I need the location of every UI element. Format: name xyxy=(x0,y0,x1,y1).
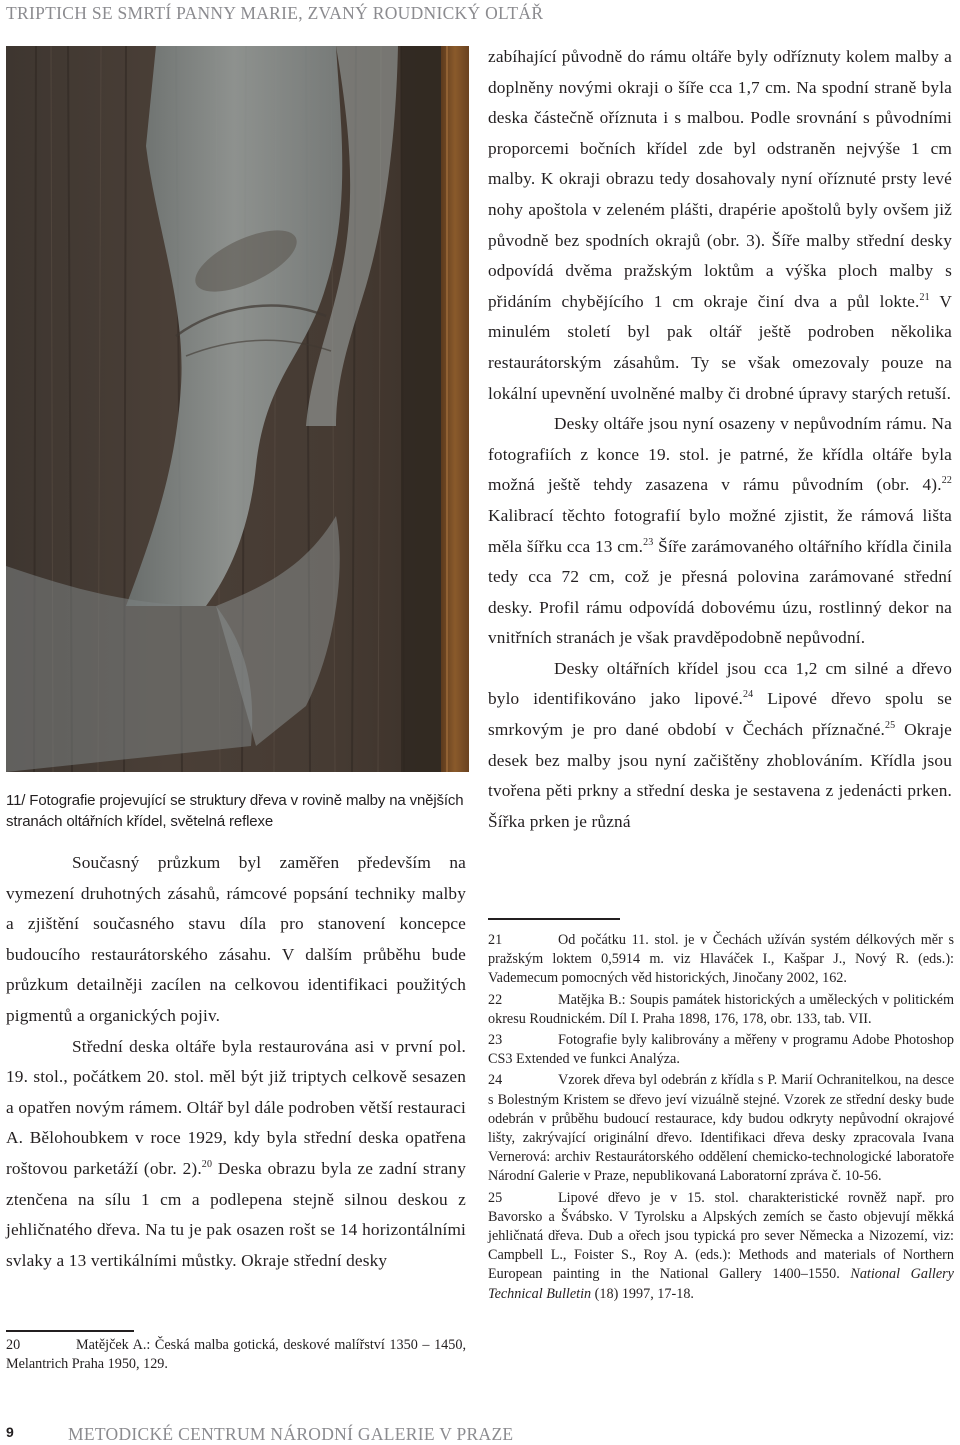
footnotes-right xyxy=(488,931,954,1306)
running-foot: METODICKÉ CENTRUM NÁRODNÍ GALERIE V PRAZE xyxy=(68,1424,514,1444)
footnote-ref-21[interactable]: 21 xyxy=(919,291,930,303)
footnote-ref-24[interactable]: 24 xyxy=(743,689,754,701)
footnote-rule xyxy=(6,1330,134,1332)
footnote-number: 20 xyxy=(6,1337,21,1353)
footnote-ref-25[interactable]: 25 xyxy=(885,720,896,732)
footnote-rule xyxy=(488,918,620,920)
footnote-number: 25 xyxy=(488,1189,503,1206)
body-paragraph: Desky oltářních křídel jsou cca 1,2 cm silné a dřevo bylo identifikováno jako lipové.$^{24}$ Lipové dřevo spolu se smrkovým je pro dané období v Čechách příznačné.$^{25}$ Okraje desek bez malby jsou nyní začištěny zhoblováním. Křídla jsou tvořena pěti prkny a střední deska je sestavena z jedenácti prken. Šířka prken je různá xyxy=(488,658,952,831)
footnote-ref-23[interactable]: 23 xyxy=(643,536,654,548)
page-number: 9 xyxy=(6,1424,14,1440)
body-paragraph: Desky oltáře jsou nyní osazeny v nepůvodním rámu. Na fotografiích z konce 19. stol. je patrné, že křídla oltáře byla možná ještě tehdy zasazena v rámu původním (obr. 4).$^{22}$ Kalibrací těchto fotografií bylo možné zjistit, že rámová lišta měla šířku cca 13 cm.$^{23}$ Šíře zarámovaného oltářního křídla činila tedy cca 72 cm, což je přesná polovina zarámované střední desky. Profil rámu odpovídá dobovému úzu, rostlinný dekor na vnitřních stranách je však pravděpodobně nepůvodní. xyxy=(488,414,952,648)
figure-caption: 11/ Fotografie projevující se struktury dřeva v rovině malby na vnějších stranách oltářních křídel, světelná reflexe xyxy=(6,792,464,830)
footnote-number: 21 xyxy=(488,932,503,948)
footnote-22: 22 Matějka B.: Soupis památek historických a uměleckých v politickém okresu Roudnickém. Díl I. Praha 1898, 176, 178, obr. 133, tab. VII. xyxy=(488,991,954,1027)
footnote-number: 24 xyxy=(488,1072,503,1089)
body-paragraph: zabíhající původně do rámu oltáře byly odříznuty kolem malby a doplněny novými okraji o šíře cca 1,7 cm. Na spodní straně byla deska částečně oříznuta i s malbou. Podle srovnání s původními proporcemi bočních křídel zde byl odstraněn nejvýše 1 cm malby. K okraji obrazu tedy dosahovaly nyní oříznuté prsty levé nohy apoštola v zeleném plášti, drapérie apoštolů byly ovšem již původně bez spodních okrajů (obr. 3). Šíře malby střední desky odpovídá dvěma pražským loktům a výška ploch malby s přidáním chybějícího 1 cm okraje činí dva a půl lokte.$^{21}$ V minulém století byl pak oltář ještě podroben několika restaurátorským zásahům. Ty se však omezovaly pouze na lokální upevnění uvolněné malby či drobné úpravy starých retuší. xyxy=(488,47,952,403)
footnotes-left xyxy=(6,1336,466,1376)
journal-title: National Gallery Technical Bulletin xyxy=(488,1266,954,1302)
body-paragraph: Současný průzkum byl zaměřen především na vymezení druhotných zásahů, rámcové popsání techniky malby a zjištění současného stavu díla pro stanovení koncepce budoucího restaurátorského zásahu. V dalším průběhu bude průzkum detailněji zacílen na celkovou identifikaci použitých pigmentů a organických pojiv. xyxy=(6,853,466,1025)
wood-grain-photo xyxy=(6,46,469,772)
footnote-21: 21 Od počátku 11. stol. je v Čechách užíván systém délkových měr s pražským loktem 0,5914 m. viz Hlaváček I., Kašpar J., Nový R. (eds.): Vademecum pomocných věd historických, Jinočany 2002, 162. xyxy=(488,932,954,987)
right-column xyxy=(488,42,952,837)
footnote-number: 23 xyxy=(488,1032,503,1049)
footnote-ref-22[interactable]: 22 xyxy=(941,475,952,487)
footnote-24: 24 Vzorek dřeva byl odebrán z křídla s P. Marií Ochranitelkou, na desce s Bolestným Kristem se dřevo jeví vizuálně stejné. Vzorek ze střední desky bude odebrán v průběhu budoucí restaurace, kdy budou odkryty nepůvodní okrajové lišty, zakrývající originální dřevo. Identifikaci dřeva desky zpracovala Ivana Vernerová: archiv Restaurátorského oddělení chemicko-technologické laboratoře Národní Galerie v Praze, nepublikovaná Laboratorní zpráva č. 10-56. xyxy=(488,1072,954,1185)
footnote-number: 22 xyxy=(488,991,503,1008)
running-head: TRIPTICH SE SMRTÍ PANNY MARIE, ZVANÝ ROUDNICKÝ OLTÁŘ xyxy=(6,3,544,23)
footnote-25: 25 Lipové dřevo je v 15. stol. charakteristické rovněž např. pro Bavorsko a Švábsko. V Tyrolsku a Alpských zemích se často objevují měkká jehličnatá dřeva. Dub a ořech jsou typická pro sever Německa a Nizozemí, viz: Campbell L., Foister S., Roy A. (eds.): Methods and materials of Northern European painting in the National Gallery 1400–1550. National Gallery Technical Bulletin (18) 1997, 17-18. xyxy=(488,1189,954,1302)
body-paragraph: Střední deska oltáře byla restaurována asi v první pol. 19. stol., počátkem 20. stol. měl být již triptych celkově sesazen a opatřen novým rámem. Oltář byl dále podroben větší restauraci A. Bělohoubkem v roce 1929, kdy byla střední deska opatřena roštovou parketáží (obr. 2).$^{20}$ Deska obrazu byla ze zadní strany ztenčena na sílu 1 cm a podlepena stejně silnou deskou z jehličnatého dřeva. Na tu je pak osazen rošt se 14 horizontálními svlaky a 13 vertikálními můstky. Okraje střední desky xyxy=(6,1036,466,1270)
left-column xyxy=(6,848,466,1276)
footnote-20: 20 Matějček A.: Česká malba gotická, deskové malířství 1350 – 1450, Melantrich Praha 1950, 129. xyxy=(6,1337,466,1373)
footnote-ref-20[interactable]: 20 xyxy=(201,1158,213,1170)
footnote-23: 23 Fotografie byly kalibrovány a měřeny v programu Adobe Photoshop CS3 Extended ve funkci Analýza. xyxy=(488,1032,954,1068)
